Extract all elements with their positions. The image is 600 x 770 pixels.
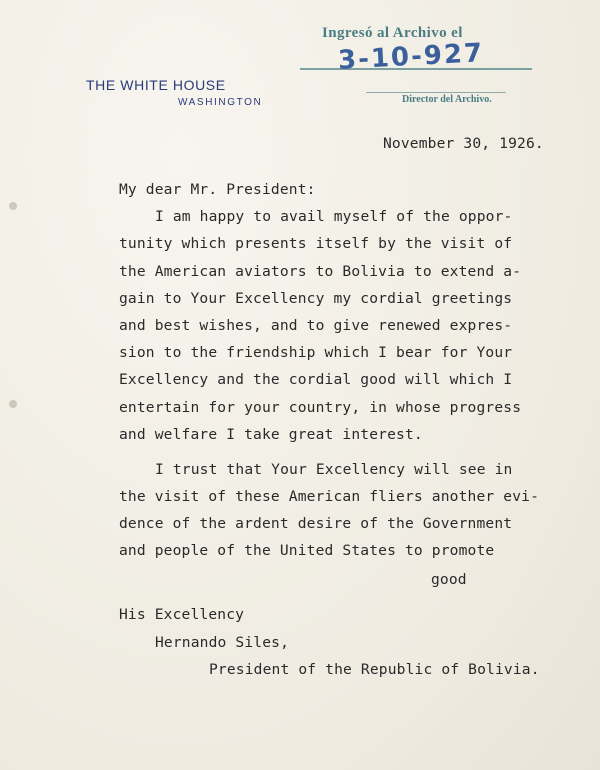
paragraph1-line: the American aviators to Bolivia to extend a- <box>119 263 522 280</box>
letterhead-subtitle: WASHINGTON <box>178 97 263 108</box>
paragraph1-line: and best wishes, and to give renewed expres- <box>119 317 513 334</box>
salutation: My dear Mr. President: <box>119 181 316 198</box>
letter-date: November 30, 1926. <box>383 135 544 152</box>
punch-hole <box>9 202 17 210</box>
paragraph2-line: I trust that Your Excellency will see in <box>155 461 513 478</box>
paragraph1-line: tunity which presents itself by the visit of <box>119 235 513 252</box>
addressee-line-2: Hernando Siles, <box>155 634 290 651</box>
addressee-line-3: President of the Republic of Bolivia. <box>209 661 540 678</box>
archive-stamp-header: Ingresó al Archivo el <box>322 25 463 41</box>
letterhead-title: THE WHITE HOUSE <box>86 77 226 93</box>
paragraph1-line: gain to Your Excellency my cordial greetings <box>119 290 513 307</box>
paragraph1-line: I am happy to avail myself of the oppor- <box>155 208 513 225</box>
paragraph1-line: and welfare I take great interest. <box>119 426 423 443</box>
punch-hole <box>9 400 17 408</box>
paragraph1-line: entertain for your country, in whose progress <box>119 399 522 416</box>
continuation-word: good <box>431 571 467 588</box>
archive-stamp-date: 3-10-927 <box>337 38 485 76</box>
paragraph1-line: Excellency and the cordial good will which I <box>119 371 513 388</box>
stamp-signature-rule <box>366 92 506 93</box>
archive-stamp-caption: Director del Archivo. <box>402 94 492 105</box>
addressee-line-1: His Excellency <box>119 606 245 623</box>
paragraph2-line: and people of the United States to promote <box>119 542 495 559</box>
paragraph1-line: sion to the friendship which I bear for Your <box>119 344 513 361</box>
paragraph2-line: dence of the ardent desire of the Government <box>119 515 513 532</box>
paragraph2-line: the visit of these American fliers another evi- <box>119 488 540 505</box>
